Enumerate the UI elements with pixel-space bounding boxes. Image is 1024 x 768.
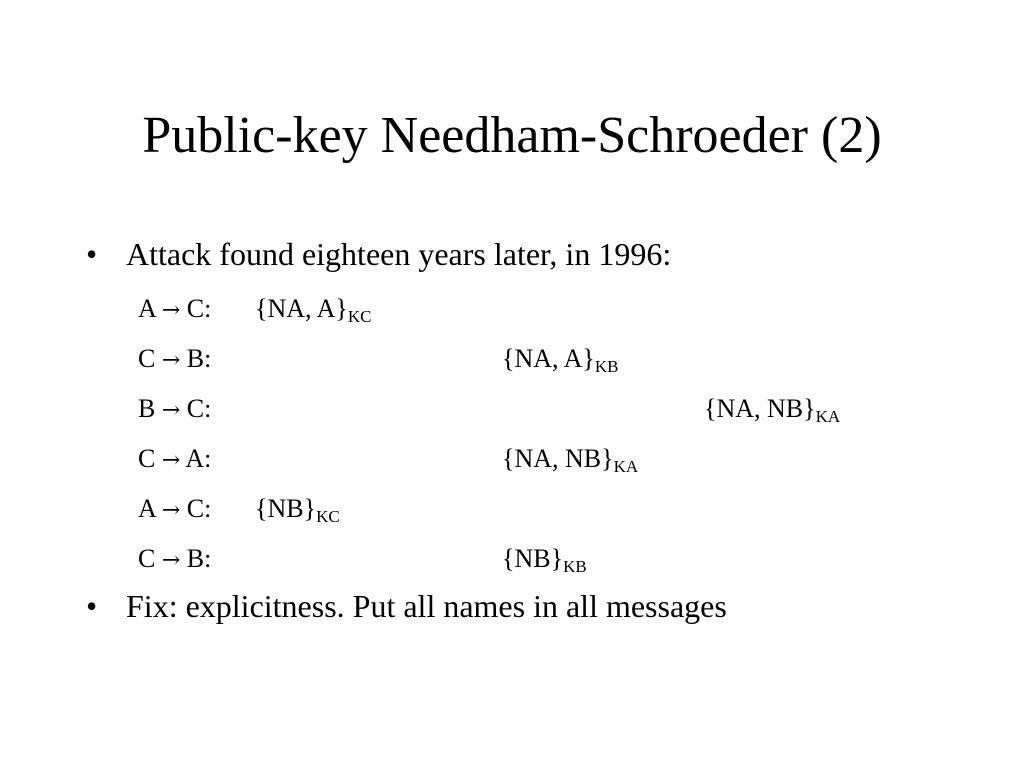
bullet-marker: • [86, 236, 98, 272]
arrow-icon: → [161, 348, 181, 373]
receiver: C: [186, 494, 212, 523]
payload-content: {NB} [502, 544, 564, 573]
encryption-key: KC [347, 307, 372, 326]
slide-title: Public-key Needham-Schroeder (2) [142, 107, 882, 164]
message-label [138, 291, 211, 329]
message-label [138, 391, 211, 429]
message-label [138, 541, 211, 579]
receiver: C: [186, 294, 212, 323]
bullet-marker: • [86, 588, 98, 624]
sender: C [138, 344, 156, 373]
payload-content: {NA, A} [502, 344, 595, 373]
sender: C [138, 444, 156, 473]
receiver: B: [186, 344, 212, 373]
payload-content: {NA, NB} [502, 444, 614, 473]
sender: B [138, 394, 156, 423]
message-payload [255, 491, 340, 527]
message-payload [502, 541, 587, 577]
message-payload [502, 341, 618, 377]
arrow-icon: → [161, 298, 181, 323]
encryption-key: KB [563, 557, 587, 576]
encryption-key: KB [594, 357, 619, 376]
receiver: C: [186, 394, 212, 423]
message-label [138, 491, 211, 529]
bullet-text: Attack found eighteen years later, in 1996: [126, 236, 672, 272]
bullet-fix [86, 586, 727, 626]
payload-content: {NA, NB} [704, 394, 816, 423]
message-label [138, 341, 211, 379]
encryption-key: KC [316, 507, 340, 526]
sender: A [138, 494, 156, 523]
receiver: B: [186, 544, 212, 573]
bullet-attack [86, 234, 671, 274]
payload-content: {NB} [255, 494, 317, 523]
message-label [138, 441, 211, 479]
bullet-text: Fix: explicitness. Put all names in all messages [126, 588, 727, 624]
encryption-key: KA [815, 407, 841, 426]
sender: A [138, 294, 156, 323]
payload-content: {NA, A} [255, 294, 348, 323]
sender: C [138, 544, 156, 573]
message-payload [704, 391, 840, 427]
arrow-icon: → [161, 498, 181, 523]
message-payload [255, 291, 371, 327]
message-payload [502, 441, 638, 477]
arrow-icon: → [161, 548, 181, 573]
receiver: A: [185, 444, 212, 473]
encryption-key: KA [613, 457, 639, 476]
arrow-icon: → [161, 448, 181, 473]
arrow-icon: → [161, 398, 181, 423]
